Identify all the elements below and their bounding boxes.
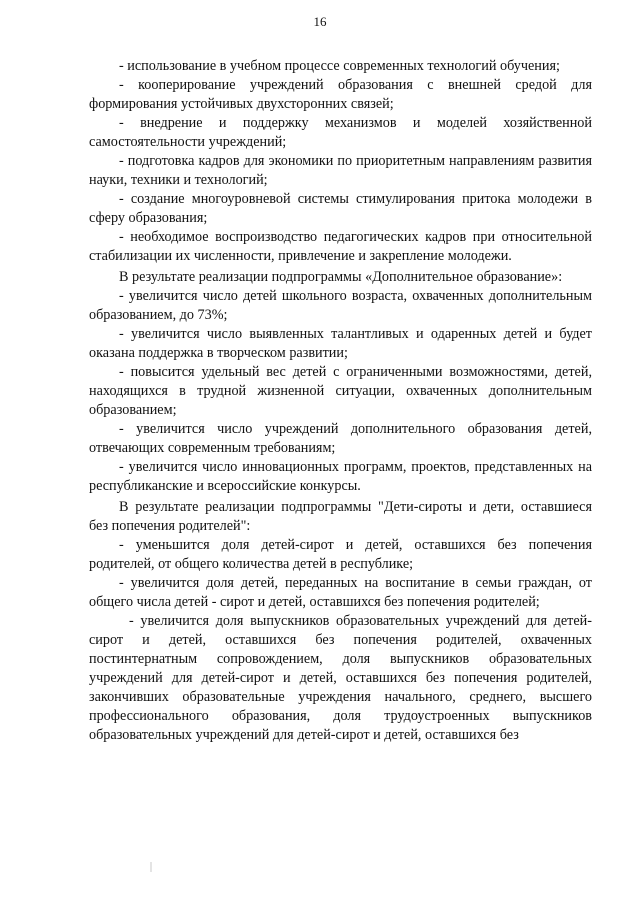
section-intro-paragraph: В результате реализации подпрограммы "Дети-сироты и дети, оставшиеся без попечения родителей": [89, 499, 592, 534]
list-item: - создание многоуровневой системы стимулирования притока молодежи в сферу образования; [89, 191, 592, 226]
list-item: - увеличится доля выпускников образовательных учреждений для детей-сирот и детей, оставшихся без попечения родителей, охваченных постинтернатным сопровождением, доля выпускников образовательных учреждений для детей-сирот и детей, оставшихся без попечения родителей, закончивших образовательные учреждения начального, среднего, высшего профессионального образования, доля трудоустроенных выпускников образовательных учреждений для детей-сирот и детей, оставшихся без [89, 613, 592, 743]
list-item: - кооперирование учреждений образования с внешней средой для формирования устойчивых двухсторонних связей; [89, 77, 592, 112]
list-item: - внедрение и поддержку механизмов и моделей хозяйственной самостоятельности учреждений; [89, 115, 592, 150]
list-item: - подготовка кадров для экономики по приоритетным направлениям развития науки, техники и технологий; [89, 153, 592, 188]
list-item: - использование в учебном процессе современных технологий обучения; [119, 58, 560, 74]
list-item: - повысится удельный вес детей с ограниченными возможностями, детей, находящихся в трудной жизненной ситуации, охваченных дополнительным образованием; [89, 364, 592, 418]
list-item: - увеличится число учреждений дополнительного образования детей, отвечающих современным требованиям; [89, 421, 592, 456]
scan-mark [150, 862, 152, 872]
section-intro-paragraph: В результате реализации подпрограммы «Дополнительное образование»: [119, 269, 563, 285]
list-item: - увеличится доля детей, переданных на воспитание в семьи граждан, от общего числа детей - сирот и детей, оставшихся без попечения родителей; [89, 575, 592, 610]
list-item: - увеличится число инновационных программ, проектов, представленных на республиканские и всероссийские конкурсы. [89, 459, 592, 494]
list-item: - уменьшится доля детей-сирот и детей, оставшихся без попечения родителей, от общего количества детей в республике; [89, 537, 592, 572]
list-item: - увеличится число выявленных талантливых и одаренных детей и будет оказана поддержка в творческом развитии; [89, 326, 592, 361]
document-body [89, 57, 592, 745]
page-number: 16 [313, 14, 327, 29]
list-item: - увеличится число детей школьного возраста, охваченных дополнительным образованием, до 73%; [89, 288, 592, 323]
list-item: - необходимое воспроизводство педагогических кадров при относительной стабилизации их численности, привлечение и закрепление молодежи. [89, 229, 592, 264]
